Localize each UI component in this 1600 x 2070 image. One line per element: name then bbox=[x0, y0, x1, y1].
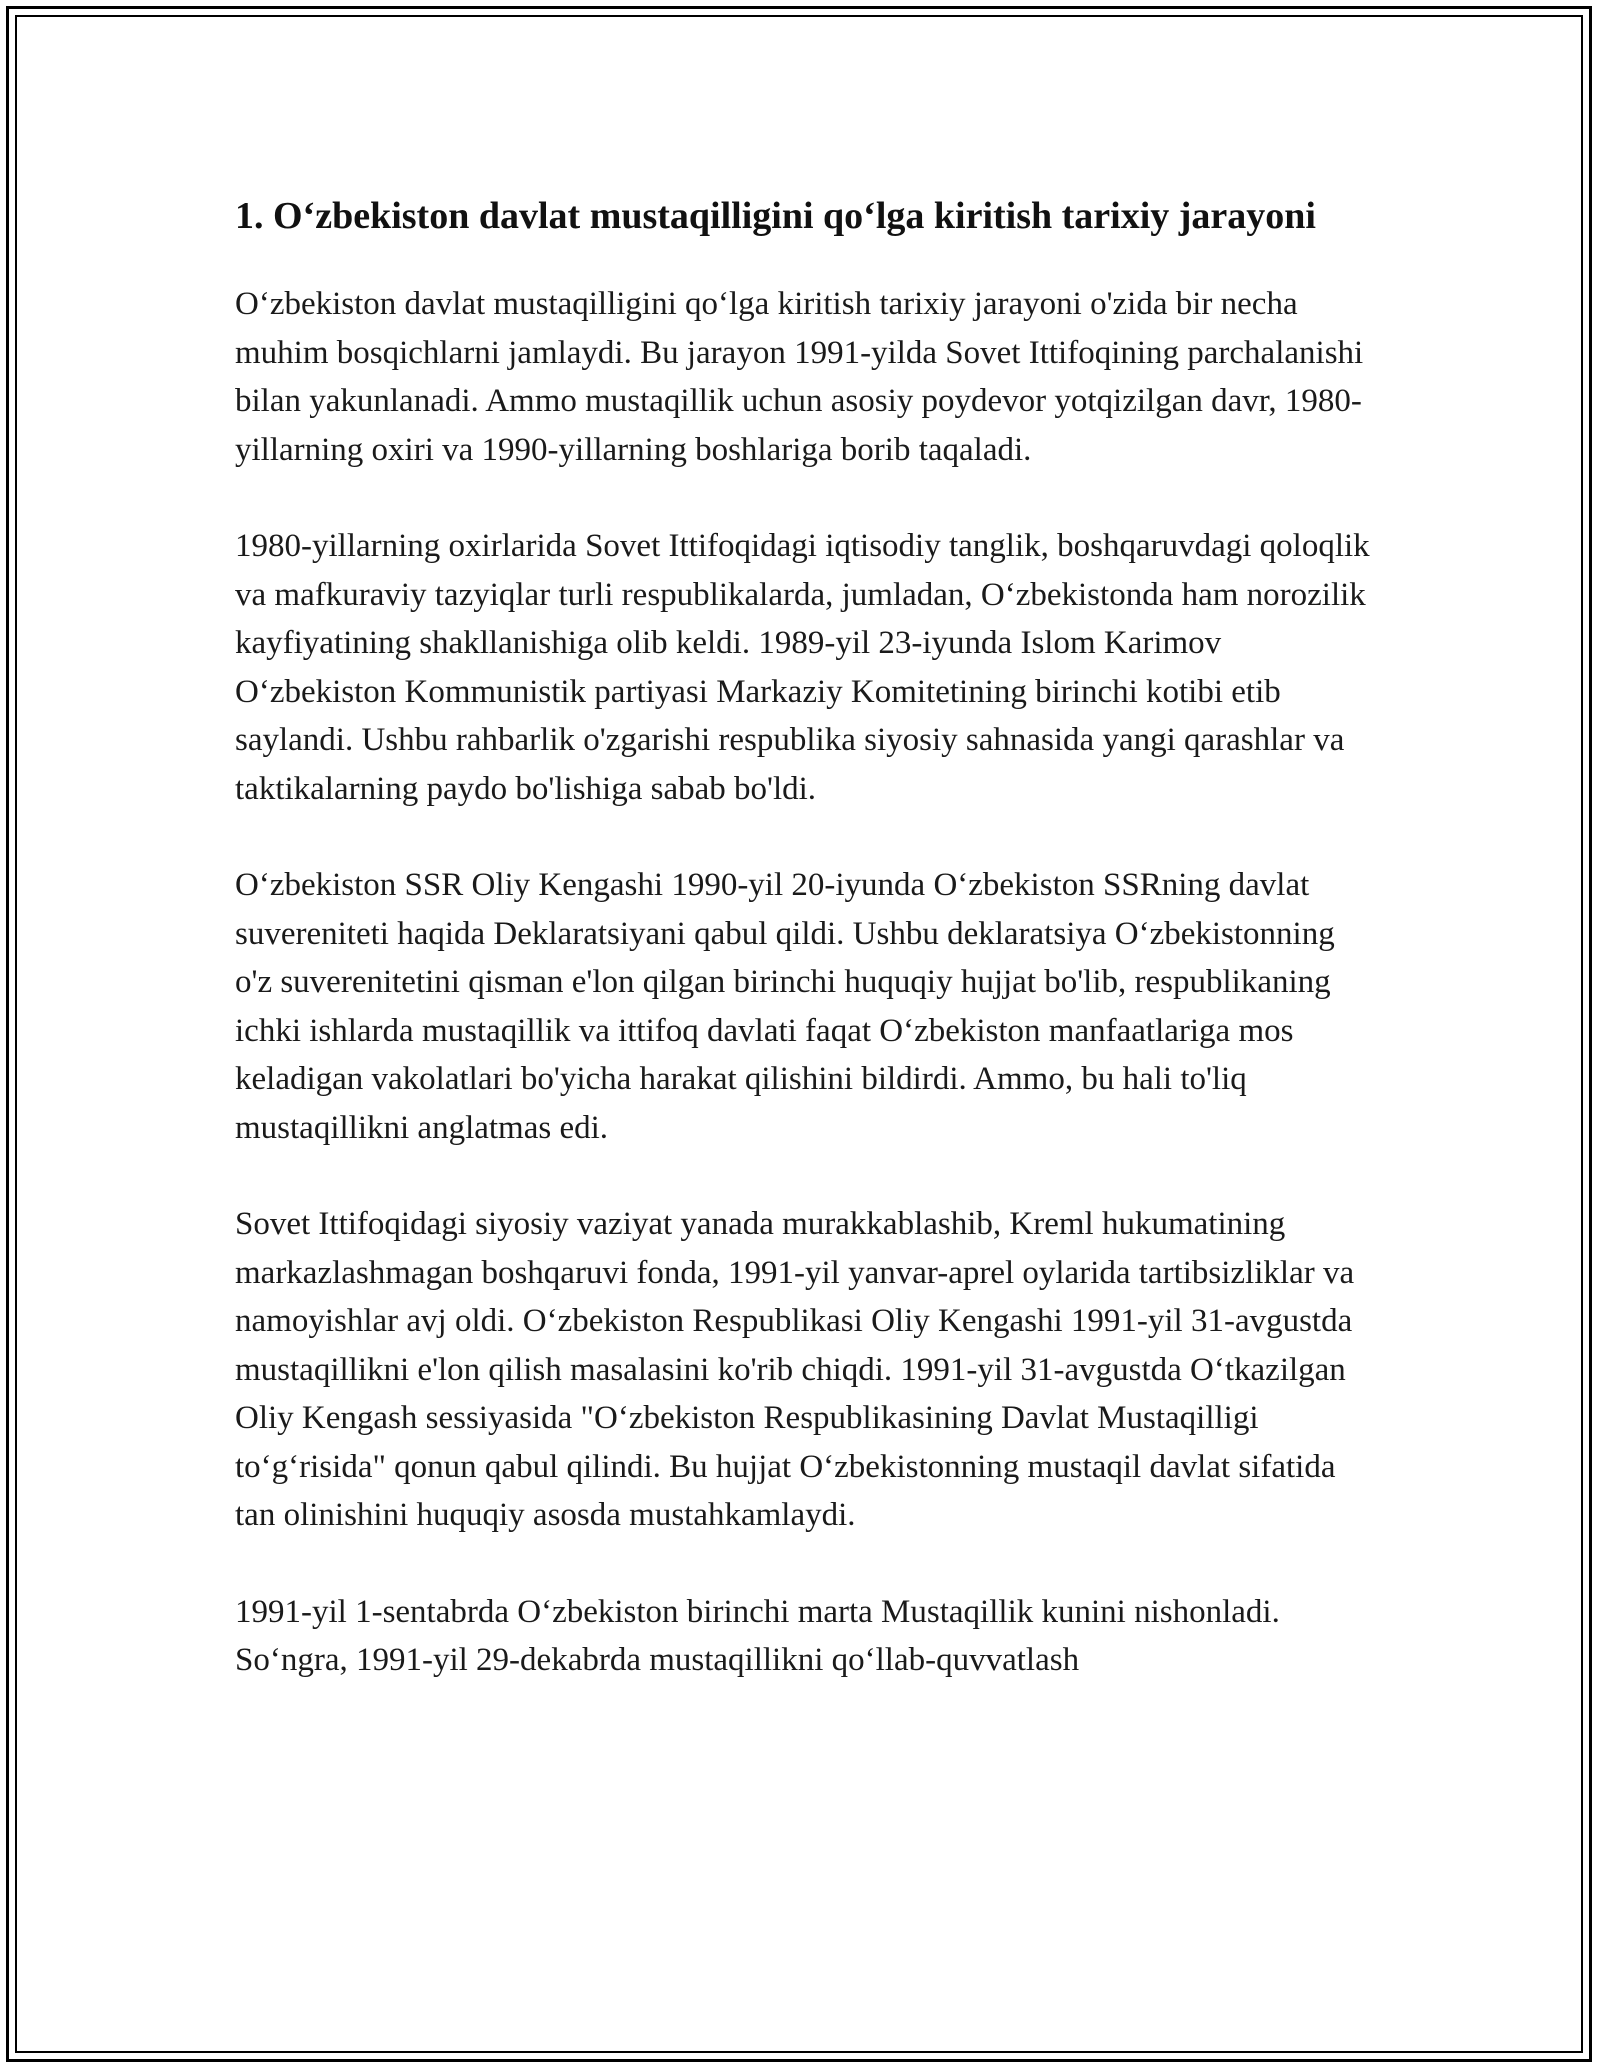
document-body bbox=[235, 188, 1375, 1733]
paragraph-3: O‘zbekiston SSR Oliy Kengashi 1990-yil 20-iyunda O‘zbekiston SSRning davlat suvereniteti haqida Deklaratsiyani qabul qildi. Ushbu deklaratsiya O‘zbekistonning o'z suverenitetini qisman e'lon qilgan birinchi huquqiy hujjat bo'lib, respublikaning ichki ishlarda mustaqillik va ittifoq davlati faqat O‘zbekiston manfaatlariga mos keladigan vakolatlari bo'yicha harakat qilishini bildirdi. Ammo, bu hali to'liq mustaqillikni anglatmas edi. bbox=[235, 867, 1335, 1146]
paragraph-1: O‘zbekiston davlat mustaqilligini qo‘lga kiritish tarixiy jarayoni o'zida bir necha muhim bosqichlarni jamlaydi. Bu jarayon 1991-yilda Sovet Ittifoqining parchalanishi bilan yakunlanadi. Ammo mustaqillik uchun asosiy poydevor yotqizilgan davr, 1980-yillarning oxiri va 1990-yillarning boshlariga borib taqaladi. bbox=[235, 286, 1364, 468]
paragraph-2: 1980-yillarning oxirlarida Sovet Ittifoqidagi iqtisodiy tanglik, boshqaruvdagi qoloqlik va mafkuraviy tazyiqlar turli respublikalarda, jumladan, O‘zbekistonda ham norozilik kayfiyatining shakllanishiga olib keldi. 1989-yil 23-iyunda Islom Karimov O‘zbekiston Kommunistik partiyasi Markaziy Komitetining birinchi kotibi etib saylandi. Ushbu rahbarlik o'zgarishi respublika siyosiy sahnasida yangi qarashlar va taktikalarning paydo bo'lishiga sabab bo'ldi. bbox=[235, 528, 1370, 807]
paragraph-5: 1991-yil 1-sentabrda O‘zbekiston birinchi marta Mustaqillik kunini nishonladi. So‘ngra, 1991-yil 29-dekabrda mustaqillikni qo‘llab-quvvatlash bbox=[235, 1593, 1280, 1678]
paragraph-4: Sovet Ittifoqidagi siyosiy vaziyat yanada murakkablashib, Kreml hukumatining markazlashmagan boshqaruvi fonda, 1991-yil yanvar-aprel oylarida tartibsizliklar va namoyishlar avj oldi. O‘zbekiston Respublikasi Oliy Kengashi 1991-yil 31-avgustda mustaqillikni e'lon qilish masalasini ko'rib chiqdi. 1991-yil 31-avgustda O‘tkazilgan Oliy Kengash sessiyasida "O‘zbekiston Respublikasining Davlat Mustaqilligi to‘g‘risida" qonun qabul qilindi. Bu hujjat O‘zbekistonning mustaqil davlat sifatida tan olinishini huquqiy asosda mustahkamlaydi. bbox=[235, 1206, 1355, 1533]
section-heading: 1. O‘zbekiston davlat mustaqilligini qo‘lga kiritish tarixiy jarayoni bbox=[235, 195, 1316, 237]
